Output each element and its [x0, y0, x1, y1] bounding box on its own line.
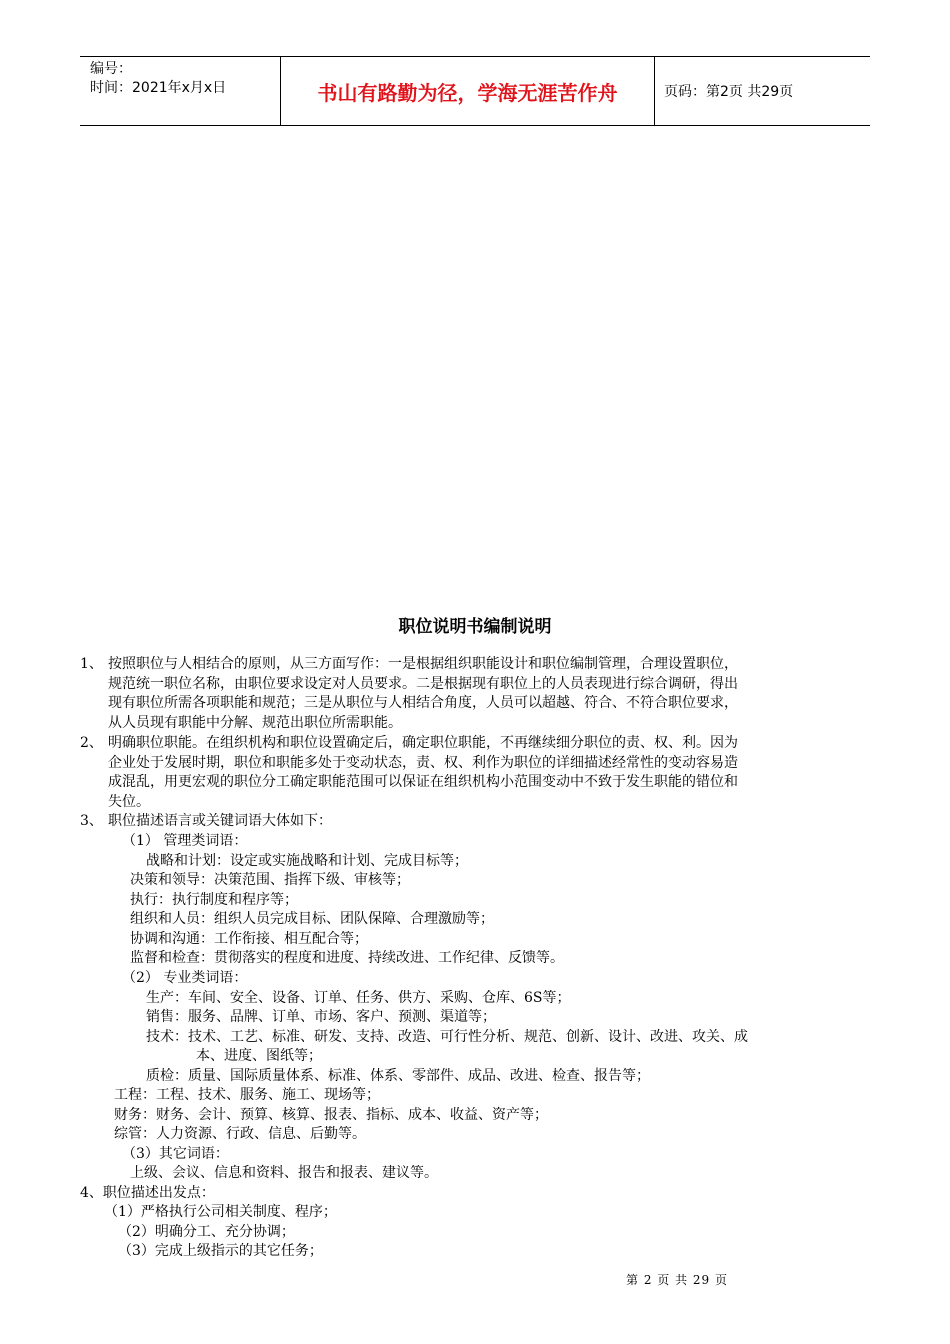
sub2-line: 生产：车间、安全、设备、订单、任务、供方、采购、仓库、6S等；: [146, 990, 571, 1006]
sub2-line: 本、进度、图纸等；: [196, 1048, 322, 1064]
paragraph-line: 企业处于发展时期，职位和职能多处于变动状态，责、权、利作为职位的详细描述经常性的变动容易造: [108, 754, 738, 771]
page-info: 页码：第2页 共29页: [664, 84, 794, 100]
item4-line: （3）完成上级指示的其它任务；: [118, 1243, 323, 1259]
item-number: 2、: [80, 735, 103, 751]
sub2-line: 技术：技术、工艺、标准、研发、支持、改造、可行性分析、规范、创新、设计、改进、攻关、成: [146, 1029, 748, 1045]
paragraph-line: 按照职位与人相结合的原则，从三方面写作：一是根据组织职能设计和职位编制管理，合理设置职位，: [108, 656, 738, 672]
sub1-line: 监督和检查：贯彻落实的程度和进度、持续改进、工作纪律、反馈等。: [130, 950, 564, 966]
paragraph-line: 从人员现有职能中分解、规范出职位所需职能。: [108, 714, 402, 731]
sub1-line: 战略和计划：设定或实施战略和计划、完成目标等；: [146, 853, 468, 869]
sub1-line: 决策和领导：决策范围、指挥下级、审核等；: [130, 872, 410, 888]
number-label: 编号：: [90, 61, 132, 77]
sub2-line: 质检：质量、国际质量体系、标准、体系、零部件、成品、改进、检查、报告等；: [146, 1068, 650, 1084]
paragraph-line: 失位。: [108, 793, 150, 810]
sub1-line: 执行：执行制度和程序等；: [130, 892, 298, 908]
paragraph-line: 现有职位所需各项职能和规范；三是从职位与人相结合角度，人员可以超越、符合、不符合职位要求，: [108, 695, 738, 712]
sub1-heading: （1） 管理类词语：: [122, 833, 248, 849]
sub2-line: 销售：服务、品牌、订单、市场、客户、预测、渠道等；: [146, 1009, 496, 1025]
sub3-line: 上级、会议、信息和资料、报告和报表、建议等。: [130, 1165, 438, 1181]
divider: [654, 57, 655, 125]
sub1-line: 组织和人员：组织人员完成目标、团队保障、合理激励等；: [130, 911, 494, 927]
paragraph-item2: [108, 734, 870, 812]
header-table: [80, 56, 870, 126]
item-number: 3、: [80, 813, 103, 829]
item4-heading: 4、职位描述出发点：: [80, 1185, 215, 1201]
item4-line: （2）明确分工、充分协调；: [118, 1224, 295, 1240]
sub2-line: 财务：财务、会计、预算、核算、报表、指标、成本、收益、资产等；: [114, 1107, 548, 1123]
header-meta-cell: [80, 57, 280, 125]
document-title: 职位说明书编制说明: [398, 617, 552, 637]
paragraph-line: 成混乱，用更宏观的职位分工确定职能范围可以保证在组织机构小范围变动中不致于发生职能的错位和: [108, 774, 738, 791]
paragraph-line: 规范统一职位名称，由职位要求设定对人员要求。二是根据现有职位上的人员表现进行综合调研，得出: [108, 675, 738, 692]
sub2-line: 综管：人力资源、行政、信息、后勤等。: [114, 1126, 366, 1142]
paragraph-item1: [108, 655, 870, 733]
item4-line: （1）严格执行公司相关制度、程序；: [104, 1204, 337, 1220]
time-label: 时间：2021年x月x日: [90, 80, 227, 96]
motto: 书山有路勤为径，学海无涯苦作舟: [317, 80, 618, 105]
item-number: 1、: [80, 656, 103, 672]
sub3-heading: （3）其它词语：: [122, 1146, 229, 1162]
sub1-line: 协调和沟通：工作衔接、相互配合等；: [130, 931, 368, 947]
page-footer: 第 2 页 共 29 页: [626, 1273, 728, 1287]
sub2-heading: （2） 专业类词语：: [122, 970, 248, 986]
paragraph-line: 明确职位职能。在组织机构和职位设置确定后，确定职位职能，不再继续细分职位的责、权、利。因为: [108, 735, 738, 751]
sub2-line: 工程：工程、技术、服务、施工、现场等；: [114, 1087, 380, 1103]
item3-text: 职位描述语言或关键词语大体如下：: [108, 813, 332, 829]
